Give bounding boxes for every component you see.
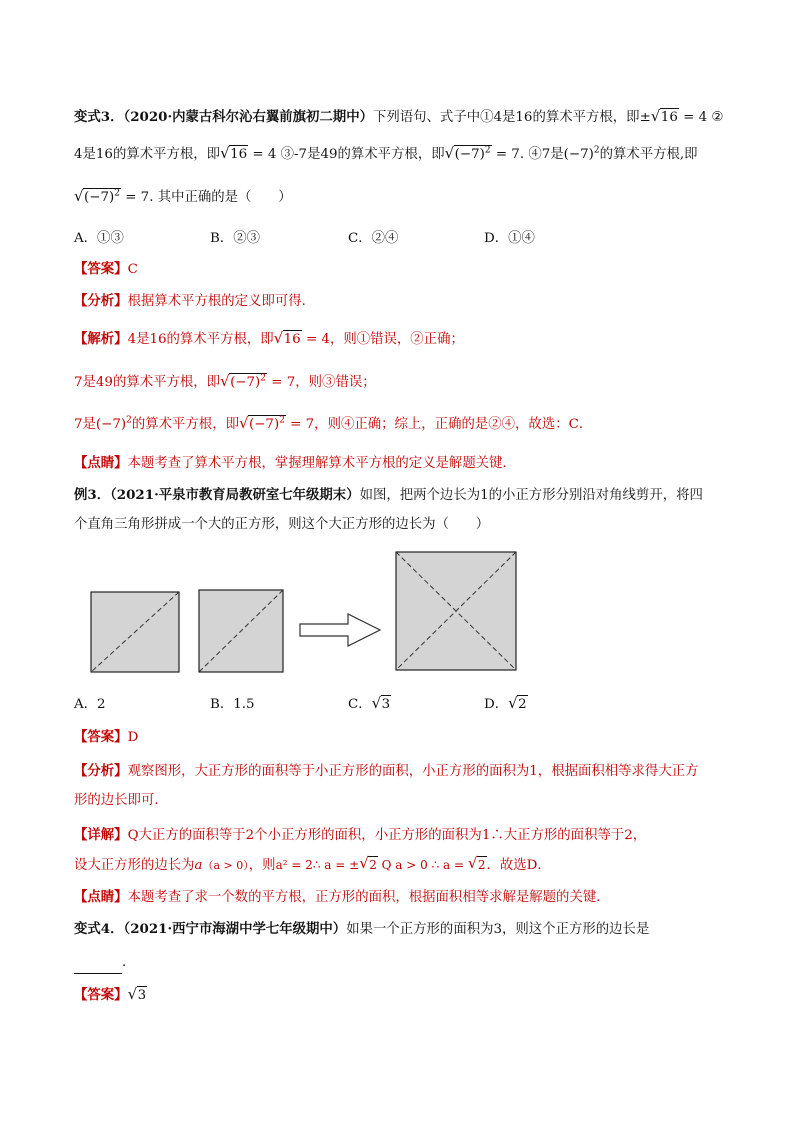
squares-figure <box>86 548 526 674</box>
example3-option-b: B．1.5 <box>210 697 255 712</box>
variant3-eq4b: = 4 ③-7是49的算术平方根，即 <box>248 147 445 162</box>
large-square <box>396 552 516 670</box>
answer-tag: 【答案】 <box>74 261 128 277</box>
variant3-eq4a: = 4 ② <box>678 110 724 125</box>
sqrt-16-b: √ 16 <box>220 144 248 162</box>
arrow-icon <box>300 614 380 646</box>
analysis-text-1: 观察图形，大正方形的面积等于小正方形的面积，小正方形的面积为1，根据面积相等求得大正方 <box>127 764 699 779</box>
answer-tag: 【答案】 <box>74 729 128 745</box>
sqrt-16-c: √ 16 <box>273 329 301 347</box>
example3-analysis-2 <box>74 790 734 812</box>
analysis-text-2: 形的边长即可． <box>74 793 168 808</box>
detail-tag: 【详解】 <box>74 827 128 843</box>
analysis-text: 根据算术平方根的定义即可得． <box>127 294 316 309</box>
variant4-answer <box>74 984 734 1007</box>
variant3-solution-2: 7是49的算术平方根，即 √ $(-7)^2 = 7$，则③错误； <box>74 372 734 394</box>
variant4-label: 变式4． <box>74 921 124 937</box>
comment-text: 本题考查了算术平方根，掌握理解算术平方根的定义是解题关键． <box>127 456 516 471</box>
sqrt-minus7-sq-d: √ $(-7)^2$ <box>238 414 285 432</box>
variant4-line2: ． <box>74 952 734 974</box>
sqrt-16-a: √ 16 <box>650 107 678 125</box>
example3-option-c: C． √ 3 <box>348 694 391 712</box>
variant3-comment <box>74 452 734 475</box>
variant3-analysis <box>74 290 734 313</box>
variant3-line1 <box>74 106 734 129</box>
variant3-stem1: 下列语句、式子中①4是16的算术平方根，即± <box>372 110 651 125</box>
variant3-stem3: = 7. 其中正确的是（ ） <box>120 190 292 205</box>
example3-line2 <box>74 514 734 536</box>
small-square-1 <box>91 592 179 672</box>
variant3-solution-1: 【解析】4是16的算术平方根，即 √ 16 = 4，则①错误，②正确； <box>74 328 734 351</box>
minus7-sq: $(-7)^2$ <box>563 145 600 162</box>
example3-option-d: D． √ 2 <box>484 694 527 712</box>
variant3-option-d: D．①④ <box>484 231 535 246</box>
answer-sqrt-3: √ 3 <box>127 985 147 1003</box>
example3-detail-2: 设大正方形的边长为a（a > 0），则a² = 2∴ a = ± √ 2 Q a > 0 ∴ a = √ 2．故选D． <box>74 854 551 873</box>
variant3-label: 变式3． <box>74 109 124 125</box>
variant3-stem2a: 4是16的算术平方根，即 <box>74 147 221 162</box>
detail-text-1: Q大正方的面积等于2个小正方形的面积，小正方形的面积为1∴大正方形的面积等于2， <box>127 828 647 843</box>
variant3-solution-3: 7是$(-7)^2$的算术平方根，即 √ $(-7)^2 = 7$，则④正确；综上，正确的是②④，故选：C． <box>74 414 734 436</box>
variant3-option-a: A．①③ <box>74 231 124 246</box>
example3-analysis-1 <box>74 760 734 783</box>
answer-value: C <box>127 262 138 277</box>
variant3-option-c: C．②④ <box>348 231 399 246</box>
comment-tag: 【点睛】 <box>74 889 128 905</box>
variant4-stem: 如果一个正方形的面积为3，则这个正方形的边长是 <box>346 922 650 937</box>
answer-blank <box>74 959 122 974</box>
variant3-answer <box>74 258 734 281</box>
analysis-tag: 【分析】 <box>74 293 128 309</box>
variant4-source: （2021·西宁市海湖中学七年级期中） <box>123 921 347 937</box>
example3-stem1: 如图，把两个边长为1的小正方形分别沿对角线剪开，将四 <box>359 488 703 503</box>
example3-detail-1 <box>74 824 734 847</box>
example3-comment <box>74 886 734 909</box>
variant3-source: （2020·内蒙古科尔沁右翼前旗初二期中） <box>123 109 373 125</box>
comment-text: 本题考查了求一个数的平方根，正方形的面积，根据面积相等求解是解题的关键． <box>127 890 610 905</box>
variant3-stem2b: = 7. ④7是 <box>491 147 564 162</box>
example3-source: （2021·平泉市教育局教研室七年级期末） <box>110 487 360 503</box>
example3-option-a: A．2 <box>74 697 106 712</box>
answer-tag: 【答案】 <box>74 987 128 1003</box>
example3-line1 <box>74 484 734 507</box>
comment-tag: 【点睛】 <box>74 455 128 471</box>
answer-value: D <box>127 730 139 745</box>
solution-tag: 【解析】 <box>74 331 128 347</box>
example3-label: 例3． <box>74 487 111 503</box>
sqrt-minus7-sq-c: √ $(-7)^2$ <box>220 372 267 390</box>
sqrt-minus7-sq-a: √ $(-7)^2$ <box>444 144 491 162</box>
variant3-option-b: B．②③ <box>210 231 261 246</box>
analysis-tag: 【分析】 <box>74 763 128 779</box>
variant4-line1 <box>74 918 734 941</box>
small-square-2 <box>199 590 283 672</box>
sqrt-minus7-sq-b: √ $(-7)^2$ <box>74 187 120 205</box>
example3-answer <box>74 726 734 749</box>
variant3-line2 <box>74 144 734 166</box>
minus7-sq-b: $(-7)^2$ <box>95 415 132 432</box>
variant3-stem2c: 的算术平方根,即 <box>599 147 698 162</box>
example3-stem2: 个直角三角形拼成一个大的正方形，则这个大正方形的边长为（ ） <box>74 517 490 532</box>
variant3-line3 <box>74 187 734 209</box>
